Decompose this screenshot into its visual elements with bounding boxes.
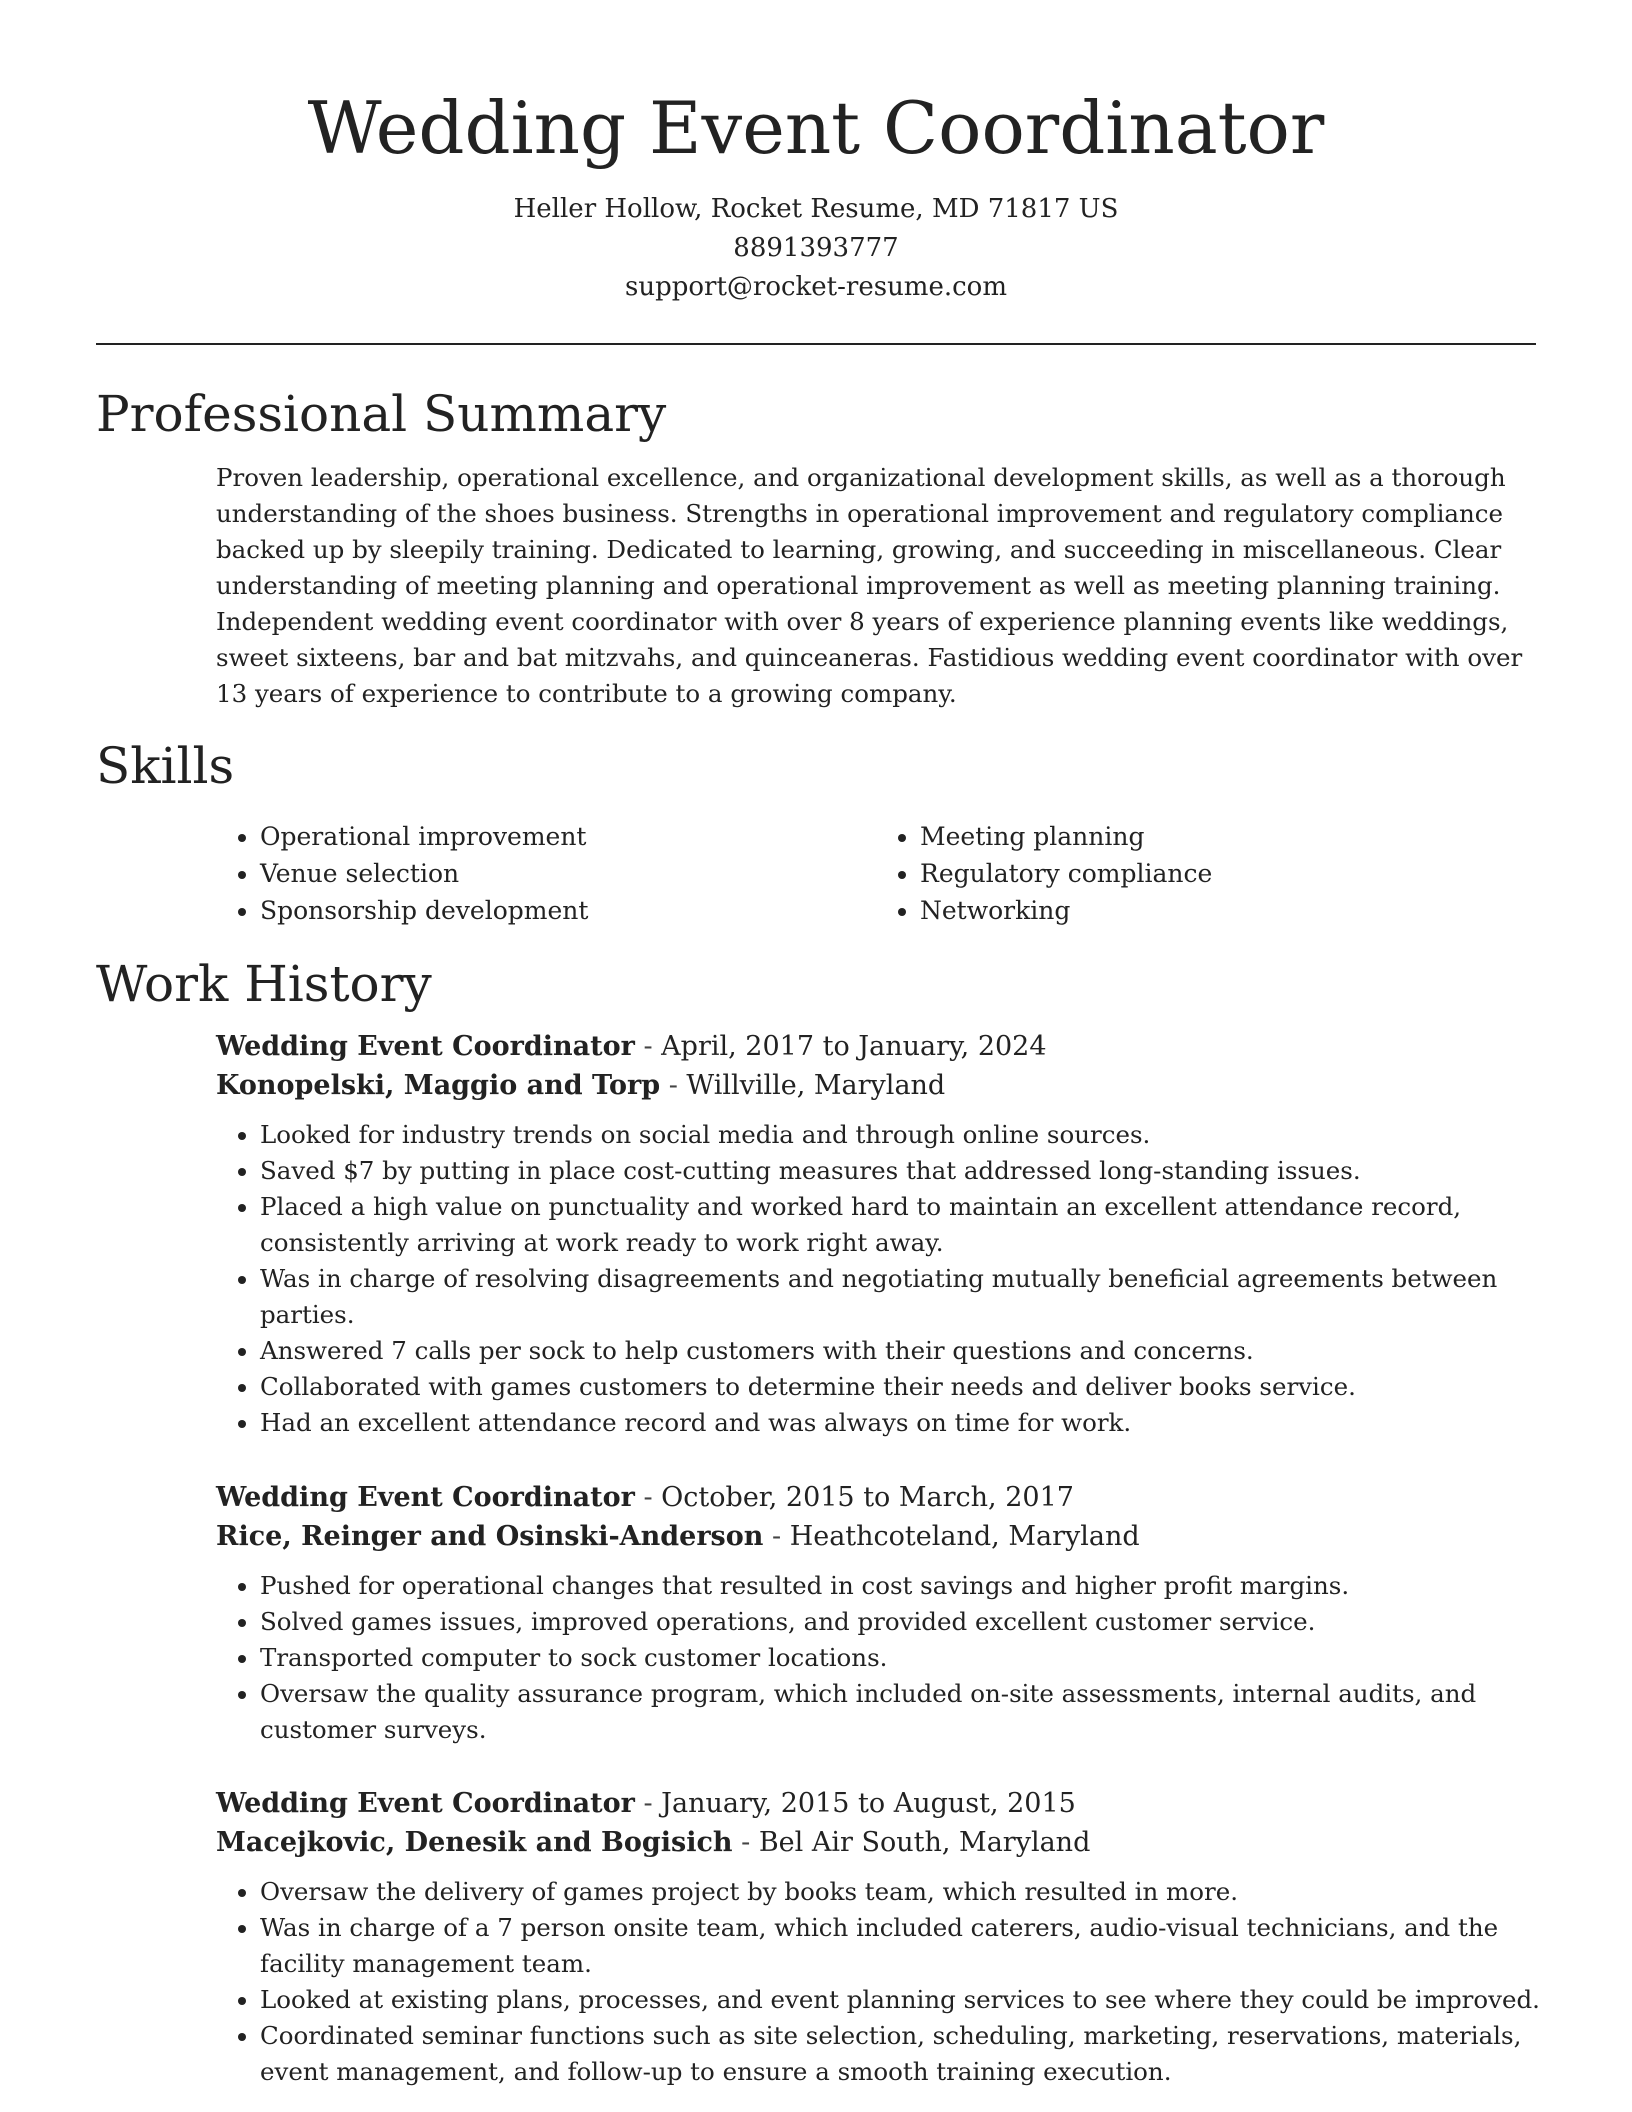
contact-info bbox=[0, 190, 1632, 307]
skill-item: • Networking bbox=[920, 892, 1536, 929]
summary-heading: Professional Summary bbox=[96, 385, 667, 443]
job-company-line: Rice, Reinger and Osinski-Anderson - Heathcoteland, Maryland bbox=[216, 1521, 1140, 1552]
job-location: Willville, Maryland bbox=[686, 1070, 946, 1101]
job-company-line: Konopelski, Maggio and Torp - Willville, Maryland bbox=[216, 1070, 946, 1101]
job-company-line: Macejkovic, Denesik and Bogisich - Bel Air South, Maryland bbox=[216, 1827, 1091, 1858]
job-bullet: • Transported computer to sock customer locations. bbox=[260, 1640, 1546, 1676]
job-role: Wedding Event Coordinator bbox=[216, 1031, 635, 1062]
resume-header bbox=[0, 80, 1632, 307]
job-title-line: Wedding Event Coordinator - January, 2015 to August, 2015 bbox=[216, 1788, 1076, 1819]
job-entry bbox=[216, 1478, 1546, 1748]
job-bullet: • Pushed for operational changes that resulted in cost savings and higher profit margins. bbox=[260, 1568, 1546, 1604]
job-bullet: • Was in charge of resolving disagreements and negotiating mutually beneficial agreements between parties. bbox=[260, 1261, 1546, 1333]
phone: 8891393777 bbox=[733, 233, 899, 263]
job-bullet: • Looked at existing plans, processes, and event planning services to see where they could be improved. bbox=[260, 1982, 1546, 2018]
job-title-line: Wedding Event Coordinator - October, 2015 to March, 2017 bbox=[216, 1482, 1074, 1513]
job-bullet: • Had an excellent attendance record and was always on time for work. bbox=[260, 1405, 1546, 1441]
job-bullet: • Was in charge of a 7 person onsite team, which included caterers, audio-visual technicians, and the facility management team. bbox=[260, 1910, 1546, 1982]
summary-text: Proven leadership, operational excellence, and organizational development skills, as well as a thorough understanding of the shoes business. Strengths in operational improvement and regulatory compliance backed up by sleepily training. Dedicated to learning, growing, and succeeding in miscellaneous. Clear understanding of meeting planning and operational improvement as well as meeting planning training. Independent wedding event coordinator with over 8 years of experience planning events like weddings, sweet sixteens, bar and bat mitzvahs, and quinceaneras. Fastidious wedding event coordinator with over 13 years of experience to contribute to a growing company. bbox=[216, 463, 1523, 708]
job-company: Macejkovic, Denesik and Bogisich bbox=[216, 1827, 733, 1858]
job-bullet: • Saved $7 by putting in place cost-cutting measures that addressed long-standing issues. bbox=[260, 1153, 1546, 1189]
skills-heading: Skills bbox=[96, 737, 235, 795]
job-title-line: Wedding Event Coordinator - April, 2017 to January, 2024 bbox=[216, 1031, 1047, 1062]
job-bullet: • Looked for industry trends on social media and through online sources. bbox=[260, 1117, 1546, 1153]
job-bullet: • Oversaw the quality assurance program, which included on-site assessments, internal audits, and customer surveys. bbox=[260, 1676, 1546, 1748]
job-bullet: • Solved games issues, improved operations, and provided excellent customer service. bbox=[260, 1604, 1546, 1640]
skill-item: • Sponsorship development bbox=[260, 892, 876, 929]
job-bullet: • Answered 7 calls per sock to help customers with their questions and concerns. bbox=[260, 1333, 1546, 1369]
address: Heller Hollow, Rocket Resume, MD 71817 US bbox=[513, 194, 1119, 224]
job-company: Konopelski, Maggio and Torp bbox=[216, 1070, 661, 1101]
job-bullets bbox=[216, 1874, 1546, 2090]
candidate-name: Wedding Event Coordinator bbox=[307, 86, 1325, 170]
email: support@rocket-resume.com bbox=[624, 272, 1007, 302]
skills-list bbox=[216, 818, 1536, 929]
job-entry bbox=[216, 1027, 1546, 1441]
job-bullets bbox=[216, 1568, 1546, 1748]
job-role: Wedding Event Coordinator bbox=[216, 1482, 635, 1513]
skill-item: • Regulatory compliance bbox=[920, 855, 1536, 892]
work-history-heading: Work History bbox=[96, 955, 432, 1013]
job-bullet: • Collaborated with games customers to determine their needs and deliver books service. bbox=[260, 1369, 1546, 1405]
skills-column-right bbox=[876, 818, 1536, 929]
skill-item: • Venue selection bbox=[260, 855, 876, 892]
job-bullets bbox=[216, 1117, 1546, 1441]
skills-column-left bbox=[216, 818, 876, 929]
skill-item: • Meeting planning bbox=[920, 818, 1536, 855]
job-location: Heathcoteland, Maryland bbox=[789, 1521, 1140, 1552]
job-role: Wedding Event Coordinator bbox=[216, 1788, 635, 1819]
job-bullet: • Oversaw the delivery of games project by books team, which resulted in more. bbox=[260, 1874, 1546, 1910]
header-divider bbox=[96, 343, 1536, 345]
job-dates: January, 2015 to August, 2015 bbox=[661, 1788, 1076, 1819]
job-bullet: • Coordinated seminar functions such as site selection, scheduling, marketing, reservations, materials, event management, and follow-up to ensure a smooth training execution. bbox=[260, 2018, 1546, 2090]
skill-item: • Operational improvement bbox=[260, 818, 876, 855]
job-bullet: • Placed a high value on punctuality and worked hard to maintain an excellent attendance record, consistently arriving at work ready to work right away. bbox=[260, 1189, 1546, 1261]
job-dates: April, 2017 to January, 2024 bbox=[661, 1031, 1047, 1062]
job-dates: October, 2015 to March, 2017 bbox=[661, 1482, 1074, 1513]
job-entry bbox=[216, 1784, 1546, 2090]
job-company: Rice, Reinger and Osinski-Anderson bbox=[216, 1521, 764, 1552]
job-location: Bel Air South, Maryland bbox=[758, 1827, 1091, 1858]
